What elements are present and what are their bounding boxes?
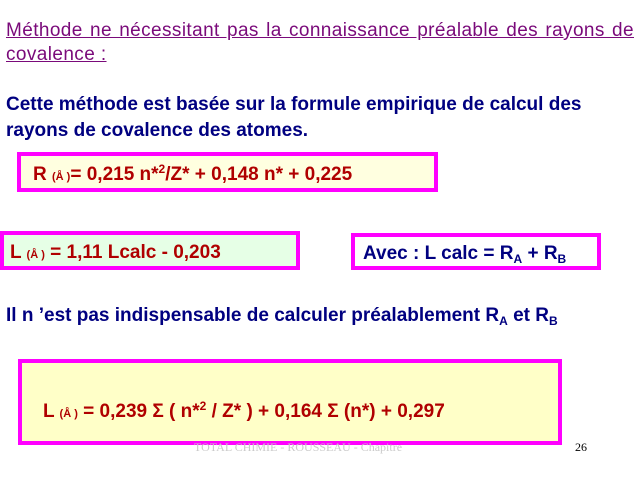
note-main: Il n ’est pas indispensable de calculer préalablement R: [6, 305, 500, 326]
formula-l-equation: = 1,11 Lcalc - 0,203: [44, 242, 221, 263]
note-mid: et R: [507, 305, 549, 326]
formula-r-part-a: = 0,215 n*: [70, 164, 159, 185]
main-formula-box: [18, 359, 562, 445]
main-formula-symbol: L: [43, 401, 55, 422]
main-formula-part-a: = 0,239 Σ ( n*: [77, 401, 200, 422]
avec-sub-b: B: [557, 252, 567, 266]
note-sub-a: A: [499, 314, 508, 328]
avec-sub-a: A: [513, 252, 523, 266]
formula-l-unit: (Å ): [26, 249, 45, 261]
main-formula-exponent: 2: [199, 399, 207, 413]
main-formula-part-b: / Z* ) + 0,164 Σ (n*) + 0,297: [206, 401, 445, 422]
formula-r-unit: (Å ): [52, 171, 71, 183]
formula-l-symbol: L: [10, 242, 22, 263]
page-number: 26: [575, 440, 587, 454]
slide-title: Méthode ne nécessitant pas la connaissance préalable des rayons de covalence :: [6, 20, 634, 65]
formula-r-part-b: /Z* + 0,148 n* + 0,225: [165, 164, 353, 185]
formula-r-exponent: 2: [158, 162, 166, 176]
formula-r-symbol: R: [33, 164, 47, 185]
intro-text: Cette méthode est basée sur la formule empirique de calcul des rayons de covalence des atomes.: [6, 94, 582, 141]
avec-text: Avec : L calc = R: [363, 243, 514, 264]
note-sub-b: B: [548, 314, 558, 328]
note-text: [6, 305, 558, 328]
main-formula-unit: (Å ): [59, 408, 78, 420]
formula-l-box: [0, 231, 300, 270]
avec-box: [351, 233, 601, 270]
formula-r-box: [17, 152, 438, 192]
footer-text: TOTAL CHIMIE - ROUSSEAU - Chapitre: [194, 440, 403, 454]
avec-plus: + R: [522, 243, 558, 264]
